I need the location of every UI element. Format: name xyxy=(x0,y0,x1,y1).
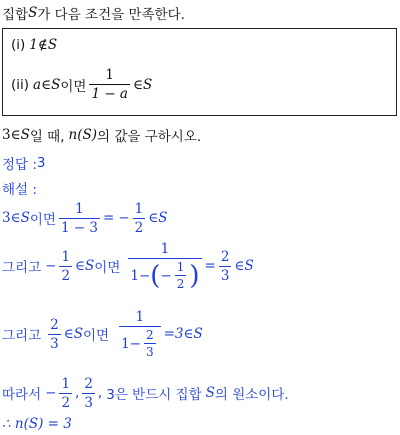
left-paren: ( xyxy=(150,260,161,291)
answer xyxy=(2,153,46,173)
fraction-numerator: 1 xyxy=(105,67,115,83)
fraction-denominator: 1 − a xyxy=(91,86,128,102)
conclusion-text: ∴ n(S) = 3 xyxy=(2,416,72,432)
conclusion xyxy=(2,416,72,432)
set-symbol: S xyxy=(20,210,30,226)
set-symbol: S xyxy=(205,385,215,401)
fraction-denominator: 3 xyxy=(145,345,154,359)
minus-sign: − xyxy=(45,258,57,274)
equals-sign: = xyxy=(103,210,115,226)
condition-2 xyxy=(11,67,152,102)
condition-box xyxy=(2,28,397,116)
fraction-denominator: 3 xyxy=(84,394,93,411)
minus-sign: − xyxy=(160,267,172,284)
solution-text-end: 의 원소이다. xyxy=(214,387,289,403)
solution-connector: 따라서 xyxy=(2,387,42,403)
cardinality-expr: n(S) xyxy=(68,127,97,143)
solution-connector: 그리고 xyxy=(2,260,42,276)
condition-connector: 이면 xyxy=(60,78,87,95)
condition-2-fraction xyxy=(89,67,130,102)
solution-connector: 이면 xyxy=(94,260,121,276)
fraction-denominator: 2 xyxy=(61,267,71,284)
set-symbol: S xyxy=(51,76,61,93)
fraction-numerator: 1 xyxy=(135,309,145,325)
fraction-denominator: 2 xyxy=(176,277,185,291)
solution-expr: 3∈ xyxy=(2,210,21,226)
solution-2-fraction xyxy=(59,249,72,284)
complex-denominator xyxy=(128,258,201,291)
fraction-numerator: 1 xyxy=(61,248,71,265)
element-of-symbol: ∈ xyxy=(75,258,86,274)
inner-fraction xyxy=(144,328,156,359)
fraction-denominator: 1 − 3 xyxy=(60,219,99,236)
fraction-numerator: 1 xyxy=(134,200,144,217)
fraction-numerator: 1 xyxy=(75,200,84,217)
solution-4-fraction-1 xyxy=(59,376,72,411)
solution-connector: 이면 xyxy=(29,212,56,228)
solution-2-complex-fraction xyxy=(128,241,201,291)
element-of-symbol: ∈ xyxy=(63,326,74,342)
solution-connector: 이면 xyxy=(82,328,110,344)
comma: , xyxy=(75,385,80,401)
fraction-numerator: 2 xyxy=(145,328,154,342)
element-of-symbol: ∈ xyxy=(41,76,52,93)
fraction-numerator: 2 xyxy=(220,248,230,265)
set-symbol: S xyxy=(20,127,30,143)
solution-line-3 xyxy=(2,306,203,362)
solution-1-result-fraction xyxy=(133,201,146,236)
question xyxy=(2,125,201,145)
condition-1 xyxy=(11,37,57,53)
solution-line-4 xyxy=(2,375,289,411)
condition-2-label: (ii) xyxy=(11,76,30,93)
condition-1-label: (i) xyxy=(11,37,26,53)
comma: , xyxy=(97,385,103,401)
condition-1-expr: 1∉S xyxy=(29,37,58,53)
intro-text-end: 가 다음 조건을 만족한다. xyxy=(37,7,185,23)
equals-sign: = xyxy=(204,258,216,274)
variable-a: a xyxy=(33,76,42,93)
fraction-numerator: 1 xyxy=(176,260,185,274)
solution-label-text: 해설 : xyxy=(2,182,37,198)
solution-tail: ∈S xyxy=(148,210,168,226)
minus-sign: − xyxy=(45,385,57,401)
answer-label: 정답 : xyxy=(2,157,37,173)
answer-value: 3 xyxy=(36,155,46,171)
denominator-prefix: 1− xyxy=(121,335,141,352)
condition-2-tail: ∈S xyxy=(133,76,153,93)
solution-3-fraction xyxy=(48,317,61,352)
right-paren: ) xyxy=(189,260,200,291)
solution-text: 3은 반드시 집합 xyxy=(106,387,202,403)
problem-intro xyxy=(2,3,185,23)
solution-line-2 xyxy=(2,240,254,292)
set-symbol: S xyxy=(85,258,95,274)
fraction-denominator: 3 xyxy=(220,267,230,284)
solution-tail: =3∈S xyxy=(163,326,203,342)
fraction-numerator: 2 xyxy=(84,375,93,392)
solution-1-fraction xyxy=(59,201,100,236)
solution-4-fraction-2 xyxy=(82,376,95,411)
solution-2-result-fraction xyxy=(219,249,232,284)
set-symbol: S xyxy=(28,5,38,21)
intro-text: 집합 xyxy=(2,7,29,23)
denominator-prefix: 1− xyxy=(130,267,151,284)
question-text-end: 의 값을 구하시오. xyxy=(97,129,202,145)
inner-fraction xyxy=(175,260,187,291)
solution-label xyxy=(2,178,37,198)
fraction-denominator: 2 xyxy=(61,394,71,411)
minus-sign: − xyxy=(118,210,130,226)
question-text: 3∈ xyxy=(2,127,21,143)
fraction-denominator: 3 xyxy=(50,335,59,352)
fraction-numerator: 2 xyxy=(50,316,59,333)
fraction-numerator: 1 xyxy=(160,241,170,257)
solution-line-1 xyxy=(2,200,167,236)
solution-3-complex-fraction xyxy=(119,309,161,359)
solution-tail: ∈S xyxy=(234,258,254,274)
set-symbol: S xyxy=(73,326,83,342)
fraction-denominator: 2 xyxy=(134,219,144,236)
complex-denominator xyxy=(119,326,161,359)
fraction-numerator: 1 xyxy=(61,375,71,392)
solution-connector: 그리고 xyxy=(2,328,42,344)
question-text: 일 때, xyxy=(29,129,65,145)
